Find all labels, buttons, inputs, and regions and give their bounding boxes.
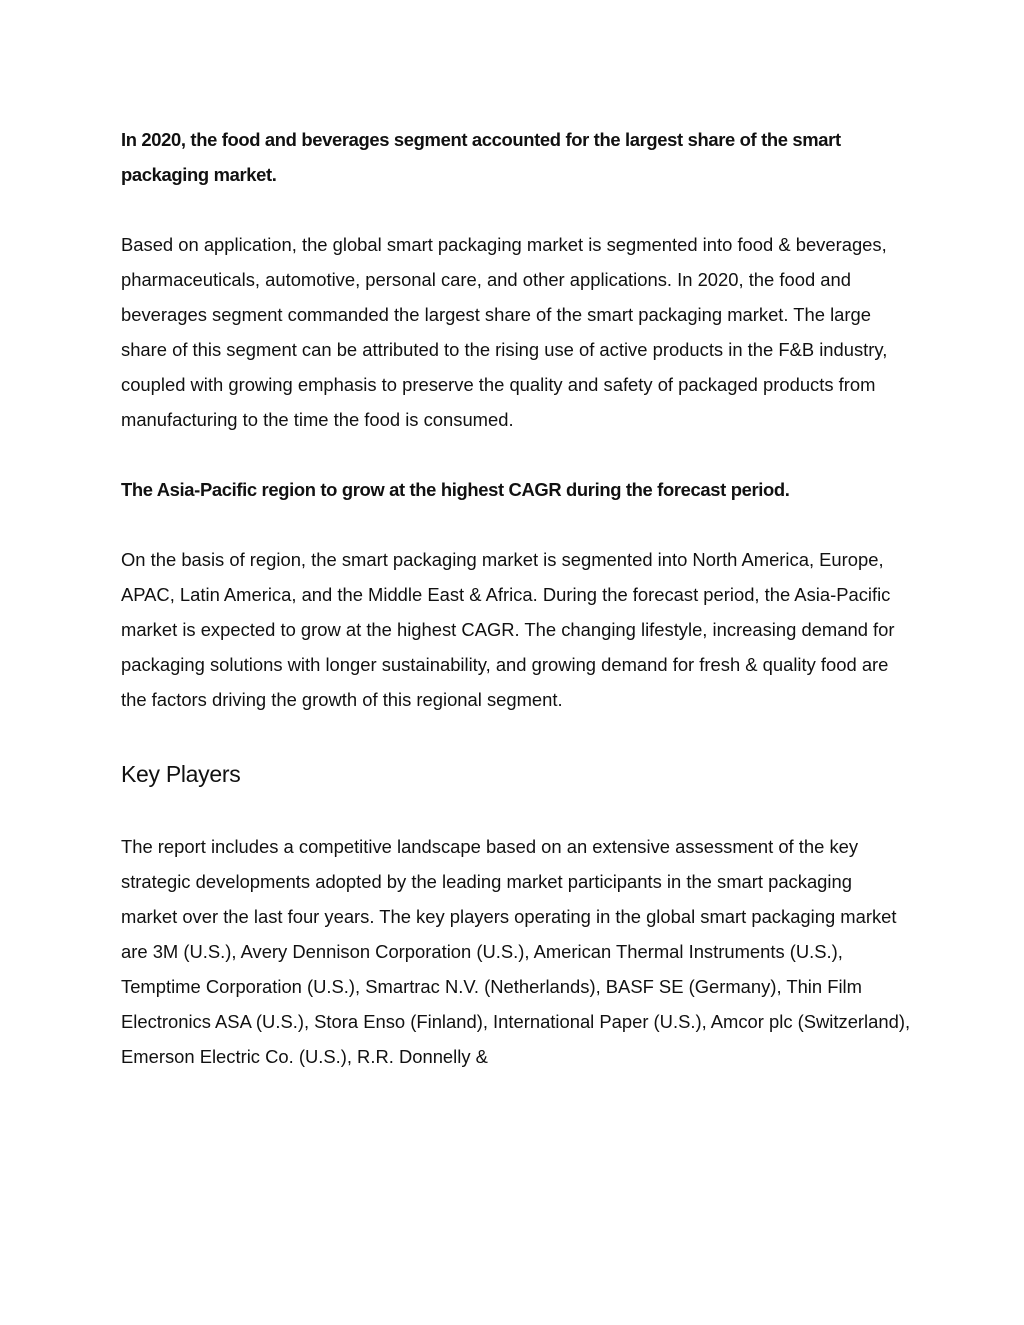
food-beverages-highlight: In 2020, the food and beverages segment accounted for the largest share of the smart packaging market. [121, 129, 841, 185]
region-paragraph: On the basis of region, the smart packaging market is segmented into North America, Europe, APAC, Latin America, and the Middle East & Africa. During the forecast period, the Asia-Pacific market is expected to grow at the highest CAGR. The changing lifestyle, increasing demand for packaging solutions with longer sustainability, and growing demand for fresh & quality food are the factors driving the growth of this regional segment. [121, 549, 895, 710]
key-players-heading: Key Players [121, 761, 241, 787]
application-paragraph: Based on application, the global smart packaging market is segmented into food & beverages, pharmaceuticals, automotive, personal care, and other applications. In 2020, the food and beverages segment commanded the largest share of the smart packaging market. The large share of this segment can be attributed to the rising use of active products in the F&B industry, coupled with growing emphasis to preserve the quality and safety of packaged products from manufacturing to the time the food is consumed. [121, 234, 888, 430]
document-page [121, 122, 911, 1074]
key-players-paragraph: The report includes a competitive landscape based on an extensive assessment of the key strategic developments adopted by the leading market participants in the smart packaging market over the last four years. The key players operating in the global smart packaging market are 3M (U.S.), Avery Dennison Corporation (U.S.), American Thermal Instruments (U.S.), Temptime Corporation (U.S.), Smartrac N.V. (Netherlands), BASF SE (Germany), Thin Film Electronics ASA (U.S.), Stora Enso (Finland), International Paper (U.S.), Amcor plc (Switzerland), Emerson Electric Co. (U.S.), R.R. Donnelly & [121, 836, 911, 1067]
asia-pacific-highlight: The Asia-Pacific region to grow at the highest CAGR during the forecast period. [121, 479, 790, 500]
